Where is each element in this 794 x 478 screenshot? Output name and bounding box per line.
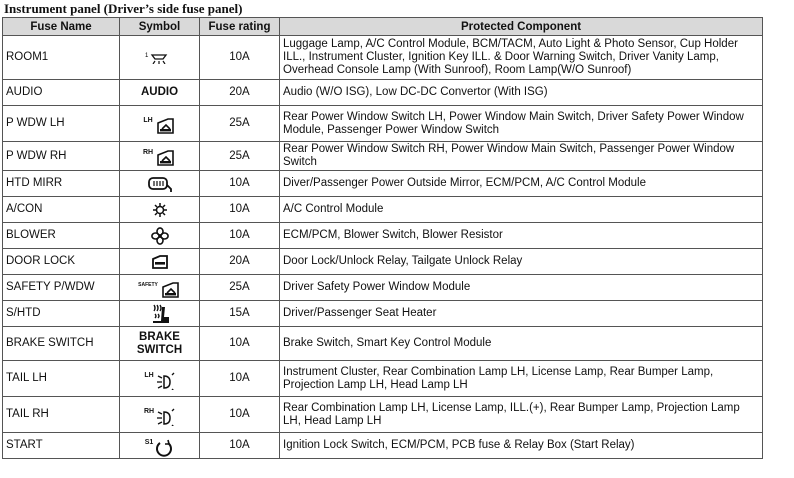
fuse-rating: 10A (200, 397, 280, 433)
protected-component: ECM/PCM, Blower Switch, Blower Resistor (280, 223, 763, 249)
symbol-prefix: RH (143, 407, 155, 415)
fuse-name: DOOR LOCK (3, 249, 120, 275)
table-row (3, 275, 763, 301)
fuse-rating: 25A (200, 275, 280, 301)
tail-lamp-icon (144, 408, 175, 426)
fuse-name: ROOM1 (3, 36, 120, 80)
fuse-symbol (120, 397, 200, 433)
ac-icon (152, 202, 168, 218)
fuse-rating: 10A (200, 36, 280, 80)
protected-component: Audio (W/O ISG), Low DC-DC Convertor (With ISG) (280, 80, 763, 106)
protected-component: Brake Switch, Smart Key Control Module (280, 327, 763, 361)
fuse-name: START (3, 433, 120, 459)
fuse-rating: 25A (200, 106, 280, 142)
fuse-rating: 10A (200, 171, 280, 197)
table-row (3, 106, 763, 142)
fuse-name: AUDIO (3, 80, 120, 106)
heated-mirror-icon (147, 175, 173, 193)
power-window-icon (143, 149, 176, 167)
table-row (3, 142, 763, 171)
symbol-text: AUDIO (140, 86, 179, 98)
table-row (3, 433, 763, 459)
protected-component: Instrument Cluster, Rear Combination Lamp LH, License Lamp, Rear Bumper Lamp, Projection Lamp LH, Head Lamp LH (280, 361, 763, 397)
header-fuse-rating: Fuse rating (200, 18, 280, 36)
symbol-prefix: SAFETY (138, 281, 158, 288)
fuse-name: HTD MIRR (3, 171, 120, 197)
fuse-symbol (120, 275, 200, 301)
header-fuse-name: Fuse Name (3, 18, 120, 36)
symbol-prefix: RH (142, 149, 154, 156)
fuse-rating: 20A (200, 80, 280, 106)
table-row (3, 361, 763, 397)
fuse-symbol (120, 433, 200, 459)
fuse-symbol (120, 327, 200, 361)
table-row (3, 223, 763, 249)
fuse-symbol (120, 36, 200, 80)
power-window-icon (143, 117, 175, 135)
header-protected-component: Protected Component (280, 18, 763, 36)
fuse-name: A/CON (3, 197, 120, 223)
header-symbol: Symbol (120, 18, 200, 36)
header-row (3, 18, 763, 36)
fuse-rating: 10A (200, 433, 280, 459)
start-icon (145, 439, 175, 457)
fuse-rating: 25A (200, 142, 280, 171)
table-row (3, 36, 763, 80)
fuse-name: BLOWER (3, 223, 120, 249)
svg-text:1: 1 (144, 53, 148, 60)
fuse-name: S/HTD (3, 301, 120, 327)
symbol-prefix: LH (143, 116, 153, 124)
fuse-rating: 10A (200, 197, 280, 223)
symbol-prefix: S1 (144, 438, 154, 446)
table-row (3, 197, 763, 223)
symbol-prefix: LH (144, 371, 154, 379)
page-title: Instrument panel (Driver’s side fuse panel) (4, 1, 243, 16)
table-row (3, 80, 763, 106)
fuse-symbol (120, 80, 200, 106)
fuse-name: TAIL LH (3, 361, 120, 397)
power-window-icon (138, 281, 181, 299)
protected-component: Driver/Passenger Seat Heater (280, 301, 763, 327)
room-lamp-icon (145, 50, 175, 64)
table-row (3, 301, 763, 327)
fuse-symbol (120, 171, 200, 197)
protected-component: Driver Safety Power Window Module (280, 275, 763, 301)
fuse-name: BRAKE SWITCH (3, 327, 120, 361)
fan-icon (151, 227, 169, 245)
seat-heater-icon (149, 303, 171, 325)
table-row (3, 327, 763, 361)
fuse-rating: 15A (200, 301, 280, 327)
fuse-name: P WDW LH (3, 106, 120, 142)
protected-component: Diver/Passenger Power Outside Mirror, ECM/PCM, A/C Control Module (280, 171, 763, 197)
fuse-rating: 10A (200, 223, 280, 249)
fuse-symbol (120, 106, 200, 142)
table-row (3, 397, 763, 433)
fuse-symbol (120, 142, 200, 171)
table-row (3, 249, 763, 275)
fuse-symbol (120, 249, 200, 275)
protected-component: Rear Power Window Switch LH, Power Window Main Switch, Driver Safety Power Window Module, Passenger Power Window Switch (280, 106, 763, 142)
fuse-symbol (120, 223, 200, 249)
protected-component: Ignition Lock Switch, ECM/PCM, PCB fuse & Relay Box (Start Relay) (280, 433, 763, 459)
protected-component: A/C Control Module (280, 197, 763, 223)
fuse-symbol (120, 301, 200, 327)
fuse-symbol (120, 197, 200, 223)
fuse-rating: 20A (200, 249, 280, 275)
fuse-rows (3, 36, 763, 459)
fuse-name: TAIL RH (3, 397, 120, 433)
protected-component: Luggage Lamp, A/C Control Module, BCM/TACM, Auto Light & Photo Sensor, Cup Holder ILL., Instrument Cluster, Ignition Key ILL. & Door Warning Switch, Driver Vanity Lamp, Overhead Console Lamp (With Sunroof), Room Lamp(W/O Sunroof) (280, 36, 763, 80)
protected-component: Rear Combination Lamp LH, License Lamp, ILL.(+), Rear Bumper Lamp, Projection Lamp LH, Head Lamp LH (280, 397, 763, 433)
protected-component: Door Lock/Unlock Relay, Tailgate Unlock Relay (280, 249, 763, 275)
table-row (3, 171, 763, 197)
protected-component: Rear Power Window Switch RH, Power Window Main Switch, Passenger Power Window Switch (280, 142, 763, 171)
door-lock-icon (150, 254, 170, 270)
fuse-symbol (120, 361, 200, 397)
tail-lamp-icon (144, 372, 174, 390)
symbol-text: BRAKE SWITCH (136, 330, 183, 356)
fuse-rating: 10A (200, 361, 280, 397)
fuse-rating: 10A (200, 327, 280, 361)
fuse-table (2, 17, 763, 459)
fuse-name: SAFETY P/WDW (3, 275, 120, 301)
fuse-name: P WDW RH (3, 142, 120, 171)
